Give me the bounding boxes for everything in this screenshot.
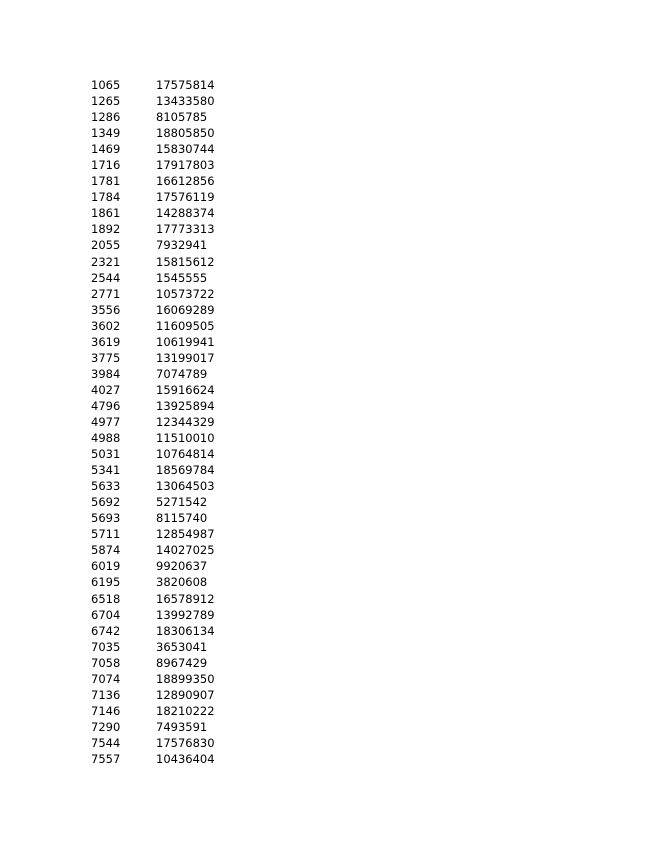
- row-value-cell: 14288374: [156, 206, 215, 221]
- table-row: [91, 125, 236, 141]
- row-value-cell: 10573722: [156, 286, 215, 301]
- row-value-cell: 18210222: [156, 703, 215, 718]
- table-row: [91, 639, 236, 655]
- row-id-cell: 7146: [91, 703, 121, 718]
- row-id-cell: 5711: [91, 527, 121, 542]
- row-value-cell: 10619941: [156, 334, 215, 349]
- table-row: [91, 77, 236, 93]
- row-value-cell: 13199017: [156, 350, 215, 365]
- row-value-cell: 7493591: [156, 719, 208, 734]
- table-row: [91, 526, 236, 542]
- table-row: [91, 719, 236, 735]
- row-id-cell: 3619: [91, 334, 121, 349]
- row-id-cell: 1065: [91, 78, 121, 92]
- row-value-cell: 8967429: [156, 655, 208, 670]
- row-value-cell: 13925894: [156, 398, 215, 413]
- row-id-cell: 2544: [91, 270, 121, 285]
- table-row: [91, 558, 236, 574]
- row-id-cell: 4977: [91, 414, 121, 429]
- row-value-cell: 16069289: [156, 302, 215, 317]
- row-id-cell: 3984: [91, 366, 121, 381]
- row-id-cell: 1349: [91, 126, 121, 141]
- table-row: [91, 141, 236, 157]
- row-value-cell: 3820608: [156, 575, 208, 590]
- row-id-cell: 1861: [91, 206, 121, 221]
- row-value-cell: 13433580: [156, 94, 215, 109]
- table-row: [91, 254, 236, 270]
- row-id-cell: 7290: [91, 719, 121, 734]
- row-id-cell: 5633: [91, 479, 121, 494]
- table-row: [91, 607, 236, 623]
- table-body: [91, 77, 236, 767]
- row-value-cell: 7932941: [156, 238, 208, 253]
- row-value-cell: 15815612: [156, 254, 215, 269]
- row-id-cell: 6195: [91, 575, 121, 590]
- row-id-cell: 6518: [91, 591, 121, 606]
- row-id-cell: 2771: [91, 286, 121, 301]
- row-value-cell: 18899350: [156, 671, 215, 686]
- row-id-cell: 7074: [91, 671, 121, 686]
- row-id-cell: 1716: [91, 158, 121, 173]
- row-id-cell: 5874: [91, 543, 121, 558]
- row-value-cell: 11609505: [156, 318, 215, 333]
- row-id-cell: 1781: [91, 174, 121, 189]
- table-row: [91, 735, 236, 751]
- table-row: [91, 462, 236, 478]
- row-value-cell: 3653041: [156, 639, 208, 654]
- row-id-cell: 1265: [91, 94, 121, 109]
- table-row: [91, 398, 236, 414]
- row-value-cell: 17575814: [156, 78, 215, 92]
- row-id-cell: 5341: [91, 463, 121, 478]
- row-id-cell: 1286: [91, 110, 121, 125]
- table-row: [91, 446, 236, 462]
- row-id-cell: 6019: [91, 559, 121, 574]
- row-value-cell: 1545555: [156, 270, 208, 285]
- table-row: [91, 574, 236, 590]
- table-row: [91, 414, 236, 430]
- table-row: [91, 302, 236, 318]
- table-row: [91, 382, 236, 398]
- row-id-cell: 1892: [91, 222, 121, 237]
- data-table: [91, 77, 236, 767]
- row-id-cell: 2055: [91, 238, 121, 253]
- table-row: [91, 334, 236, 350]
- table-row: [91, 109, 236, 125]
- row-id-cell: 3556: [91, 302, 121, 317]
- table-row: [91, 270, 236, 286]
- table-row: [91, 671, 236, 687]
- row-value-cell: 17917803: [156, 158, 215, 173]
- table-row: [91, 237, 236, 253]
- row-id-cell: 1784: [91, 190, 121, 205]
- row-id-cell: 4988: [91, 431, 121, 446]
- table-row: [91, 623, 236, 639]
- row-id-cell: 5692: [91, 495, 121, 510]
- row-value-cell: 17576119: [156, 190, 215, 205]
- row-value-cell: 14027025: [156, 543, 215, 558]
- table-row: [91, 751, 236, 767]
- table-row: [91, 494, 236, 510]
- table-row: [91, 687, 236, 703]
- table-row: [91, 221, 236, 237]
- row-value-cell: 10436404: [156, 751, 215, 766]
- table-row: [91, 591, 236, 607]
- table-row: [91, 318, 236, 334]
- table-row: [91, 430, 236, 446]
- row-value-cell: 16578912: [156, 591, 215, 606]
- row-value-cell: 18805850: [156, 126, 215, 141]
- table-row: [91, 350, 236, 366]
- row-id-cell: 1469: [91, 142, 121, 157]
- row-value-cell: 10764814: [156, 447, 215, 462]
- table-row: [91, 286, 236, 302]
- row-id-cell: 6704: [91, 607, 121, 622]
- row-value-cell: 18569784: [156, 463, 215, 478]
- table-row: [91, 189, 236, 205]
- row-id-cell: 5031: [91, 447, 121, 462]
- row-value-cell: 16612856: [156, 174, 215, 189]
- table-row: [91, 542, 236, 558]
- row-value-cell: 15916624: [156, 382, 215, 397]
- row-value-cell: 18306134: [156, 623, 215, 638]
- row-value-cell: 12344329: [156, 414, 215, 429]
- row-id-cell: 4796: [91, 398, 121, 413]
- row-id-cell: 7136: [91, 687, 121, 702]
- row-value-cell: 11510010: [156, 431, 215, 446]
- row-value-cell: 17576830: [156, 735, 215, 750]
- row-id-cell: 2321: [91, 254, 121, 269]
- table-row: [91, 93, 236, 109]
- row-value-cell: 9920637: [156, 559, 208, 574]
- row-value-cell: 7074789: [156, 366, 208, 381]
- row-value-cell: 8115740: [156, 511, 208, 526]
- table-row: [91, 703, 236, 719]
- row-id-cell: 3775: [91, 350, 121, 365]
- row-value-cell: 12890907: [156, 687, 215, 702]
- row-value-cell: 13992789: [156, 607, 215, 622]
- row-value-cell: 13064503: [156, 479, 215, 494]
- row-id-cell: 7544: [91, 735, 121, 750]
- table-row: [91, 655, 236, 671]
- table-row: [91, 205, 236, 221]
- row-id-cell: 6742: [91, 623, 121, 638]
- table-row: [91, 173, 236, 189]
- row-value-cell: 17773313: [156, 222, 215, 237]
- row-id-cell: 7557: [91, 751, 121, 766]
- row-id-cell: 3602: [91, 318, 121, 333]
- row-id-cell: 5693: [91, 511, 121, 526]
- row-value-cell: 5271542: [156, 495, 208, 510]
- table-row: [91, 510, 236, 526]
- table-row: [91, 157, 236, 173]
- row-id-cell: 4027: [91, 382, 121, 397]
- table-row: [91, 366, 236, 382]
- row-value-cell: 15830744: [156, 142, 215, 157]
- row-value-cell: 8105785: [156, 110, 208, 125]
- row-id-cell: 7035: [91, 639, 121, 654]
- row-value-cell: 12854987: [156, 527, 215, 542]
- table-row: [91, 478, 236, 494]
- row-id-cell: 7058: [91, 655, 121, 670]
